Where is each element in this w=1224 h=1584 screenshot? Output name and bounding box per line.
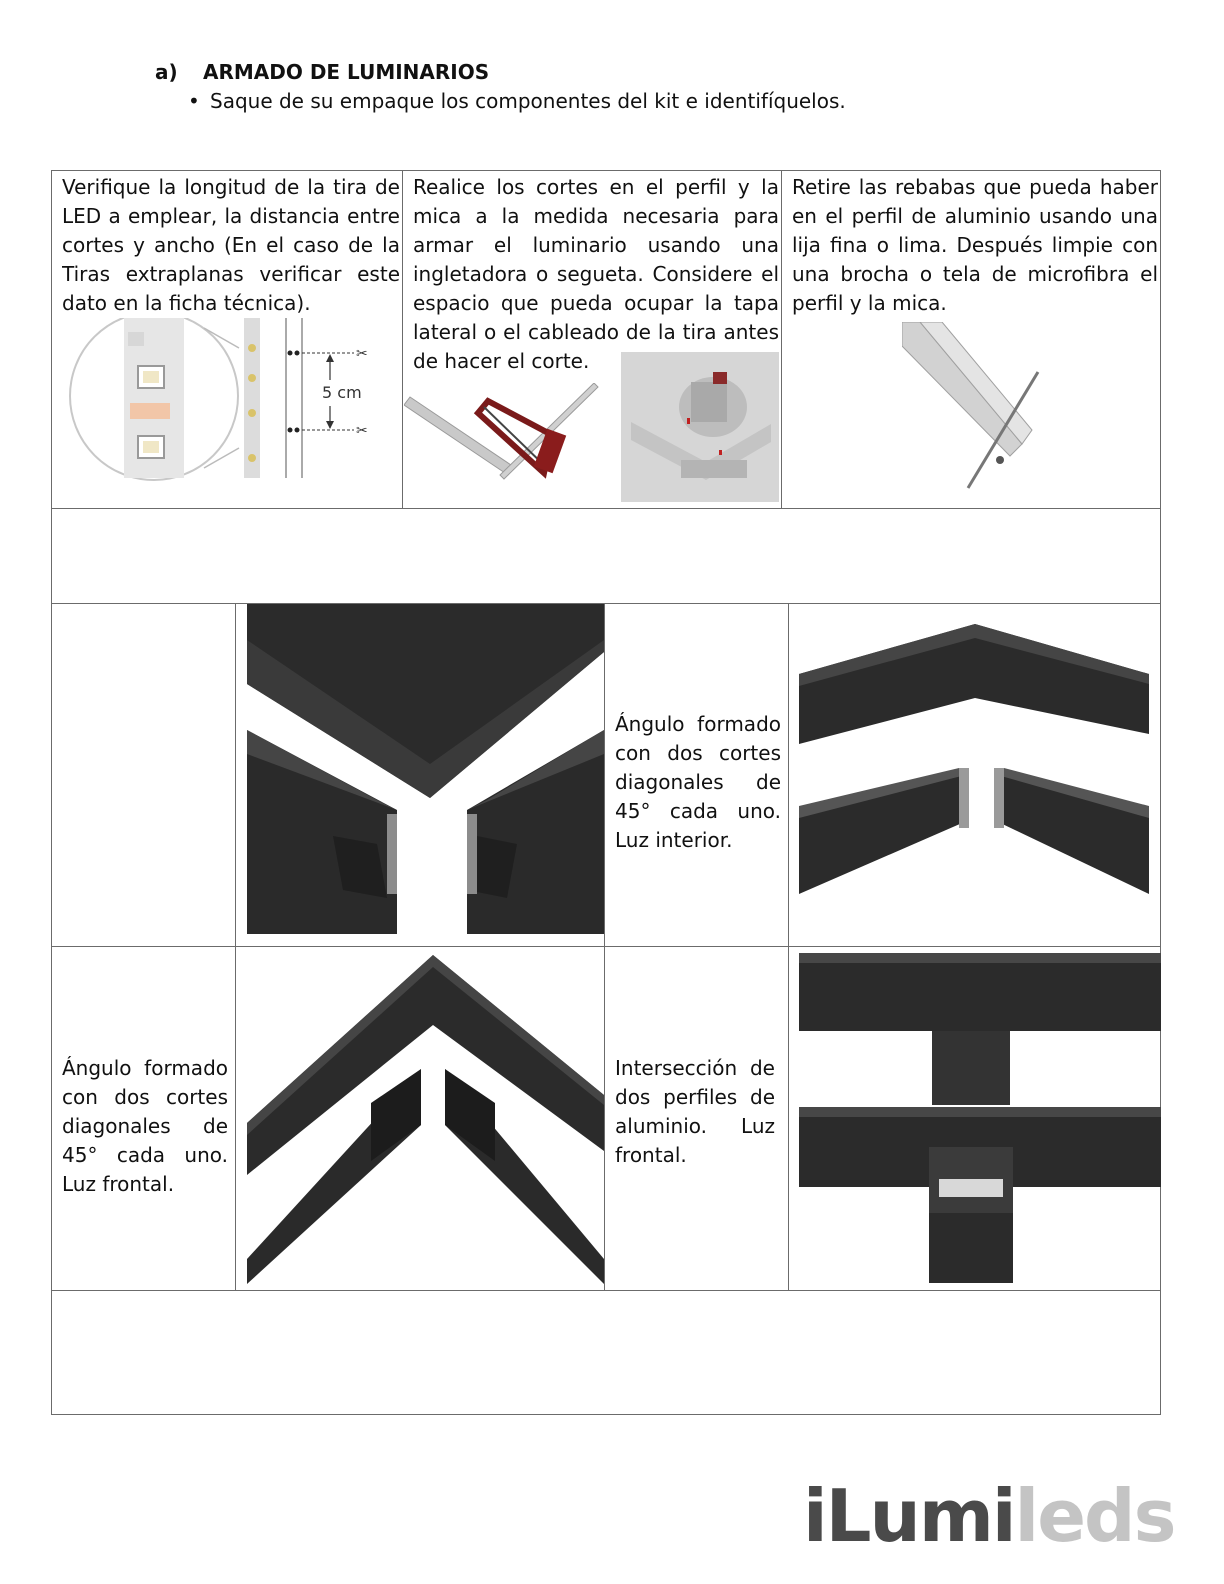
logo-part-leds: leds: [1014, 1474, 1175, 1558]
section-heading: [155, 60, 489, 84]
intersection-caption: Intersección de dos perfiles de aluminio. Luz frontal.: [615, 1056, 775, 1167]
logo-part-ilumi: iLumi: [803, 1474, 1015, 1558]
dimension-label: 5 cm: [322, 383, 362, 402]
miter-saw-icon: [621, 352, 779, 502]
table-cell-empty-bottom: [51, 1290, 1161, 1415]
bullet-text: Saque de su empaque los componentes del kit e identifíquelos.: [210, 89, 846, 113]
svg-text:✂: ✂: [356, 423, 368, 439]
section-title: ARMADO DE LUMINARIOS: [203, 60, 490, 84]
interior-angle-caption: Ángulo formado con dos cortes diagonales de 45° cada uno. Luz interior.: [615, 712, 781, 852]
table-cell-empty: [51, 508, 1161, 604]
grid-cell-blank: [51, 603, 236, 947]
deburr-text: Retire las rebabas que pueda haber en el perfil de aluminio usando una lija fina o lima. Después limpie con una brocha o tela de microfibra el perfil y la mica.: [792, 175, 1158, 315]
instruction-bullet: [188, 89, 846, 113]
brand-logo: [803, 1474, 1174, 1558]
interior-angle-assembled-image: [799, 624, 1149, 896]
interior-angle-exploded-image: [247, 604, 604, 934]
profile-icon: [902, 322, 1042, 490]
led-strip-icon: [64, 318, 374, 483]
svg-text:✂: ✂: [356, 346, 368, 362]
verify-text: Verifique la longitud de la tira de LED a emplear, la distancia entre cortes y ancho (En el caso de la Tiras extraplanas verificar este dato en la ficha técnica).: [62, 175, 400, 315]
hacksaw-icon: [404, 383, 600, 483]
frontal-angle-exploded-image: [247, 955, 604, 1284]
frontal-angle-caption: Ángulo formado con dos cortes diagonales de 45° cada uno. Luz frontal.: [62, 1056, 228, 1196]
section-letter: a): [155, 60, 178, 84]
bullet-icon: •: [188, 89, 200, 113]
intersection-image: [799, 953, 1161, 1283]
cut-text: Realice los cortes en el perfil y la mica a la medida necesaria para armar el luminario usando una ingletadora o segueta. Considere el espacio que pueda ocupar la tapa lateral o el cableado de la tira antes de hacer el corte.: [413, 175, 779, 373]
